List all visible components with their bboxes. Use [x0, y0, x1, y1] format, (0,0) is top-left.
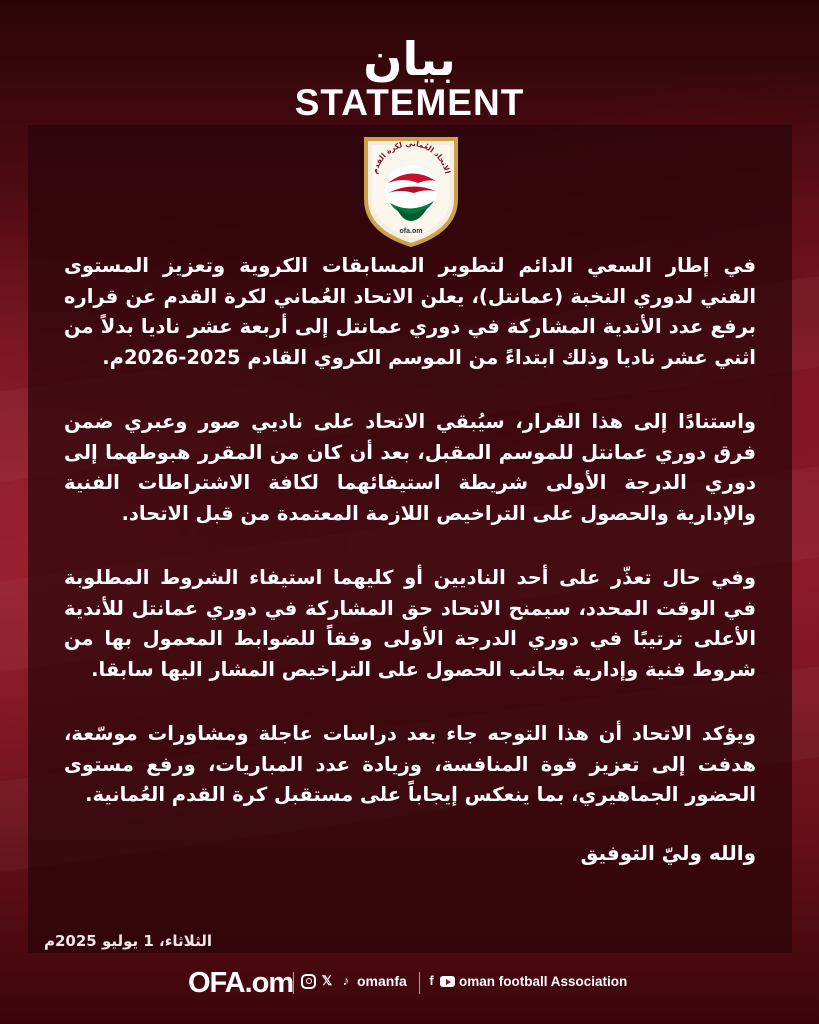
ofa-crest-logo: [358, 133, 464, 249]
paragraph: واستنادًا إلى هذا القرار، سيُبقي الاتحاد على ناديي صور وعبري ضمن فرق دوري عمانتل للموسم المقبل، بعد أن كان من المقرر هبوطهما إلى دوري الدرجة الأولى شريطة استيفائهما لكافة الاشتراطات الفنية والإدارية والحصول على التراخيص اللازمة المعتمدة من قبل الاتحاد.: [64, 410, 756, 525]
crest-arc-text: الاتحاد العُماني لكرة القدم: [369, 138, 453, 175]
header: [0, 32, 819, 124]
tiktok-icon[interactable]: ♪: [342, 973, 350, 988]
footer-divider: [419, 972, 420, 994]
ofa-brand-logo[interactable]: OFA.om: [188, 967, 294, 999]
title-english: STATEMENT: [294, 82, 525, 123]
paragraph: ويؤكد الاتحاد أن هذا التوجه جاء بعد دراسات عاجلة ومشاورات موسّعة، هدفت إلى تعزيز قوة المنافسة، وزيادة عدد المباريات، ورفع مستوى الحضور الجماهيري، بما ينعكس إيجاباً على مستقبل كرة القدم العُمانية.: [64, 722, 756, 806]
x-icon[interactable]: 𝕏: [321, 973, 333, 988]
social-handle[interactable]: omanfa: [357, 973, 407, 989]
statement-body: [64, 251, 756, 811]
closing-line: والله وليّ التوفيق: [580, 840, 756, 865]
paragraph: في إطار السعي الدائم لتطوير المسابقات الكروية وتعزيز المستوى الفني لدوري النخبة (عمانتل)، يعلن الاتحاد العُماني لكرة القدم عن قراره برفع عدد الأندية المشاركة في دوري عمانتل إلى أربعة عشر ناديا بدلاً من اثني عشر ناديا وذلك ابتداءً من الموسم الكروي القادم 2025-2026م.: [64, 254, 756, 369]
facebook-icon[interactable]: f: [429, 973, 434, 988]
instagram-icon[interactable]: [301, 974, 316, 989]
statement-date: الثلاثاء، 1 يوليو 2025م: [44, 932, 212, 950]
footer-divider: [293, 972, 294, 994]
statement-panel: [28, 125, 792, 953]
title-arabic: بيان: [363, 32, 456, 86]
footer: [0, 964, 819, 1004]
paragraph: وفي حال تعذّر على أحد الناديين أو كليهما استيفاء الشروط المطلوبة في الوقت المحدد، سيمنح الاتحاد حق المشاركة في دوري عمانتل للأندية الأعلى ترتيبًا في دوري الدرجة الأولى وفقاً للضوابط المعمول بها من شروط فنية وإدارية بجانب الحصول على التراخيص المشار اليها سابقا.: [64, 566, 756, 681]
association-name[interactable]: oman football Association: [459, 973, 628, 989]
youtube-icon[interactable]: [440, 976, 455, 987]
association-links: [427, 973, 627, 989]
social-links: [301, 973, 407, 989]
crest-url: ofa.om: [399, 228, 423, 235]
